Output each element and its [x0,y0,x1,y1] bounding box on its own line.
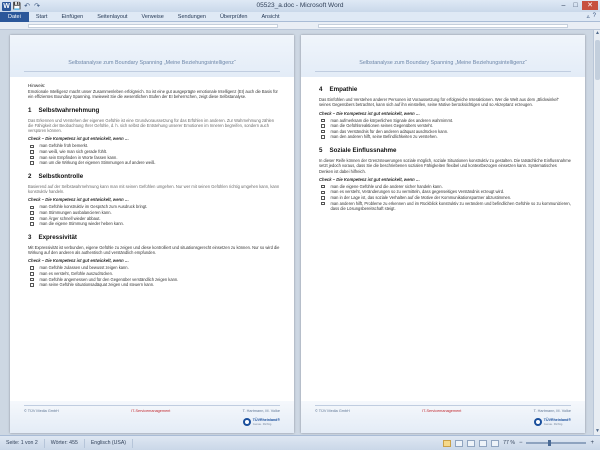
redo-icon[interactable]: ↷ [34,3,40,10]
checkbox[interactable] [30,217,34,221]
view-draft-button[interactable] [491,440,499,447]
maximize-button[interactable]: □ [573,2,578,9]
tuv-logo-icon [534,418,542,426]
view-fullscreen-button[interactable] [455,440,463,447]
window-title: 05523_a.doc - Microsoft Word [256,2,344,9]
section-title: Soziale Einflussnahme [329,146,397,154]
checkbox[interactable] [30,266,34,270]
tuv-brand-name: TÜVRheinland® [252,418,280,422]
view-outline-button[interactable] [479,440,487,447]
footer-row [24,409,280,413]
tab-sendungen[interactable]: Sendungen [177,13,206,20]
tuv-slogan: Genau. Richtig. [543,422,564,426]
checklist-item-text: man in der Lage ist, das soziale Verhalten auf die Motive der Kommunikationspartner abzustimmen. [330,195,512,201]
window-controls [558,1,598,10]
section-number: 2 [28,172,32,180]
checkbox[interactable] [321,124,325,128]
zoom-level[interactable]: 77 % [503,440,515,446]
footer-divider [24,405,280,406]
ribbon-right-controls [587,13,600,20]
checklist-item-text: man Gefühle konstruktiv im Gespräch zum Ausdruck bringt. [39,204,148,210]
status-language[interactable]: Englisch (USA) [85,439,133,448]
page-footer [10,401,294,433]
tuv-logo [243,418,280,426]
tuv-slogan: Genau. Richtig. [252,422,273,426]
vertical-scrollbar[interactable] [593,30,600,435]
checkbox[interactable] [30,283,34,287]
check-heading: Check – Die Kompetenz ist gut entwickelt, wenn … [319,110,420,116]
page-header [301,35,585,77]
scroll-up-icon[interactable]: ▲ [595,30,600,36]
checklist-item-text: man die Gefühlsreaktionen seines Gegenübers versteht. [330,123,433,129]
section-body: Das Erkennen und Verstehen der eigenen Gefühle ist eine Grundvoraussetzung für das Erfühlen im anderen. Zur Wahrnehmung zählen die Fähigkeit der Beobachtung Ihrer Gefühle, d. h. sich selbst die Entstehung unserer Emotionen im Inneren begreifen, sondern auch verspüren können. [28,117,275,134]
checklist-item-text: man anderen hilft, Probleme zu erkennen und im Rückblick konstruktiv zu verändern und befindlichen Gefühle so zu kommunizieren, dass die Lösungsbereitschaft steigt. [330,200,571,212]
tuv-brand [253,418,280,426]
footer-topic: IT-Servicemanagement [131,409,171,413]
check-heading: Check – Die Kompetenz ist gut entwickelt, wenn … [28,258,129,264]
section-number: 1 [28,106,32,114]
page-footer [301,401,585,433]
checklist-item[interactable] [28,221,280,227]
checkbox[interactable] [30,272,34,276]
checklist-item-text: man Gefühle zulassen und bewusst zeigen kann. [39,265,129,271]
checklist-item-text: man Ärger schnell wieder abbaut. [39,215,101,221]
footer-divider [315,405,571,406]
checkbox[interactable] [30,222,34,226]
header-divider [315,71,571,72]
document-workspace[interactable] [0,30,600,435]
header-title: Selbstanalyse zum Boundary Spanning „Meine Beziehungsintelligenz“ [68,60,236,66]
checklist-item-text: man aufmerksam die körperlichen Signale des anderen wahrnimmt. [330,117,454,123]
section-heading [28,234,280,241]
intro-label: Hinweis: [28,83,46,88]
checklist-item-text: man Gefühle früh bemerkt. [39,143,89,149]
checklist-item-text: man weiß, wie man sich gerade fühlt. [39,149,108,155]
minimize-button[interactable]: – [561,2,566,9]
checklist [28,204,280,226]
section-number: 3 [28,233,32,241]
undo-icon[interactable]: ↶ [24,3,30,10]
checklist-item-text: man das Verständnis für den anderen adäquat ausdrücken kann. [330,128,449,134]
tuv-brand-name: TÜVRheinland® [543,418,571,422]
footer-row [315,409,571,413]
scrollbar-thumb[interactable] [595,40,600,80]
checklist-item-text: man es versteht, Veränderungen so zu vermitteln, dass gegenseitiges Verständnis erzeugt wird. [330,189,505,195]
tab-seitenlayout[interactable]: Seitenlayout [97,13,128,20]
tab-verweise[interactable]: Verweise [141,13,164,20]
checkbox[interactable] [321,185,325,189]
close-button[interactable]: ✕ [582,1,598,10]
zoom-slider-knob[interactable] [548,440,551,446]
scroll-down-icon[interactable]: ▼ [595,428,600,434]
header-divider [24,71,280,72]
checkbox[interactable] [30,161,34,165]
minimize-ribbon-icon[interactable]: ▵ [586,14,590,20]
view-web-layout-button[interactable] [467,440,475,447]
checkbox[interactable] [30,156,34,160]
checkbox[interactable] [30,211,34,215]
checklist [319,118,571,140]
checklist-item[interactable] [28,160,280,166]
checklist-item[interactable] [28,282,280,288]
tab-ueberpruefen[interactable]: Überprüfen [219,13,248,20]
intro-text: Emotionale Intelligenz macht unser Zusammenleben erfolgreich. So ist eine gut ausgeprägte emotionale Intelligenz (EI) auch die Basis für ein effizientes Boundary Spanning. Inwieweit Sie die wesentlichen Stufen der EI beherrschen, zeigt diese Selbstanalyse. [28,89,278,100]
checkbox[interactable] [321,196,325,200]
checklist [319,184,571,212]
section-title: Selbstwahrnehmung [38,106,100,114]
checkbox[interactable] [321,135,325,139]
section-body: In dieser Reife können der Grenzsteuerungen soziale möglich, soziale Situationen konstruktiv zu gestalten. Die tatsächliche Einflussnahme setzt jedoch voraus, dass Sie die beschriebenen sozialen Fähigkeiten flexibel und kontextbezogen einsetzen kann. Systematisches Denken ist dabei hilfreich. [319,157,571,174]
status-word-count[interactable]: Wörter: 455 [45,439,85,448]
zoom-in-button[interactable]: + [590,440,594,446]
footer-topic: IT-Servicemanagement [422,409,462,413]
document-page-2[interactable] [301,35,585,433]
zoom-out-button[interactable]: − [518,440,523,446]
tab-datei[interactable]: Datei [0,12,29,22]
footer-copyright: © TÜV Media GmbH [315,409,350,413]
status-page-count[interactable]: Seite: 1 von 2 [0,439,45,448]
checklist-item-text: man Gefühle angemessen und für den Gegenüber verständlich zeigen kann. [39,276,179,282]
section-body: Mit Expressivität ist verbunden, eigene Gefühle zu zeigen und diese kontrolliert und situationsgerecht einsetzen zu können. Nur so wird die Wirkung auf den anderen als authentisch und verständlich empfunden. [28,244,280,256]
section-heading [28,173,280,180]
page-content [319,79,571,212]
checklist-item-text: man um die Wirkung der eigenen Stimmungen auf andere weiß. [39,160,156,166]
help-icon[interactable]: ? [592,13,596,19]
status-bar [0,435,600,450]
section-body: Das Einfühlen und Verstehen anderer Personen ist Voraussetzung für erfolgreiche Interaktionen. Wer die Welt aus dem „Blickwinkel“ seines Gegenübers betrachtet, kann sich auf ihn einstellen, seine Motive berücksichtigen und so Akzeptanz erzeugen. [319,97,559,108]
page-content [28,83,280,288]
section-title: Empathie [329,86,358,93]
quick-access-toolbar [0,2,41,11]
ruler-strip-left [28,24,278,28]
document-page-1[interactable] [10,35,294,433]
checklist [28,143,280,165]
checklist-item-text: man es versteht, Gefühle auszudrücken. [39,271,113,277]
header-title: Selbstanalyse zum Boundary Spanning „Meine Beziehungsintelligenz“ [359,60,527,66]
checkbox[interactable] [30,278,34,282]
checklist-item-text: man die eigene Stimmung wieder heben kann. [39,221,124,227]
checkbox[interactable] [321,202,325,206]
tab-start[interactable]: Start [35,13,48,20]
ruler-strip-right [318,24,568,28]
title-bar [0,0,600,12]
ribbon-tabs [0,12,600,22]
page-header [10,35,294,77]
tuv-logo [534,418,571,426]
section-heading [319,147,571,154]
checklist-item[interactable] [319,201,571,212]
section-heading [28,107,280,114]
checklist-item-text: man den anderen hilft, seine Befindlichkeiten zu verstehen. [330,134,438,140]
word-app-icon[interactable]: W [3,2,10,10]
checklist-item-text: man sein Empfinden in Worte fassen kann. [39,154,118,160]
section-title: Expressivität [38,233,77,241]
checkbox[interactable] [321,191,325,195]
check-heading: Check – Die Kompetenz ist gut entwickelt, wenn … [28,197,129,203]
save-icon[interactable]: 💾 [12,3,22,10]
checkbox[interactable] [321,130,325,134]
checklist-item-text: man die eigene Gefühle und die anderer sicher handeln kann. [330,183,443,189]
check-heading: Check – Die Kompetenz ist gut entwickelt, wenn … [28,136,129,142]
status-right [443,440,600,447]
section-title: Selbstkontrolle [38,172,84,180]
checklist-item-text: man Stimmungen ausbalancieren kann. [39,210,112,216]
horizontal-ruler[interactable] [0,22,600,30]
zoom-slider[interactable] [526,442,586,444]
section-heading [319,86,571,93]
checkbox[interactable] [321,119,325,123]
section-number: 4 [319,86,323,93]
tab-ansicht[interactable]: Ansicht [261,13,280,20]
checklist [28,265,280,287]
section-number: 5 [319,146,323,154]
checklist-item[interactable] [319,134,571,140]
checkbox[interactable] [30,206,34,210]
tuv-brand [544,418,571,426]
checkbox[interactable] [30,145,34,149]
tuv-logo-icon [243,418,251,426]
section-body: Basierend auf der Selbstwahrnehmung kann man mit seinen Gefühlen umgehen. Nur wer mit seinen Gefühlen richtig umgehen kann, kann konstruktiv handeln. [28,183,280,195]
footer-authors: T. Hartmann, M. Volke [533,409,571,413]
check-heading: Check – Die Kompetenz ist gut entwickelt, wenn … [319,176,420,182]
checkbox[interactable] [30,150,34,154]
footer-authors: T. Hartmann, M. Volke [242,409,280,413]
checklist-item-text: man seine Gefühle situationsadäquat zeigen und steuern kann. [39,282,155,288]
view-print-layout-button[interactable] [443,440,451,447]
footer-copyright: © TÜV Media GmbH [24,409,59,413]
tab-einfuegen[interactable]: Einfügen [61,13,84,20]
